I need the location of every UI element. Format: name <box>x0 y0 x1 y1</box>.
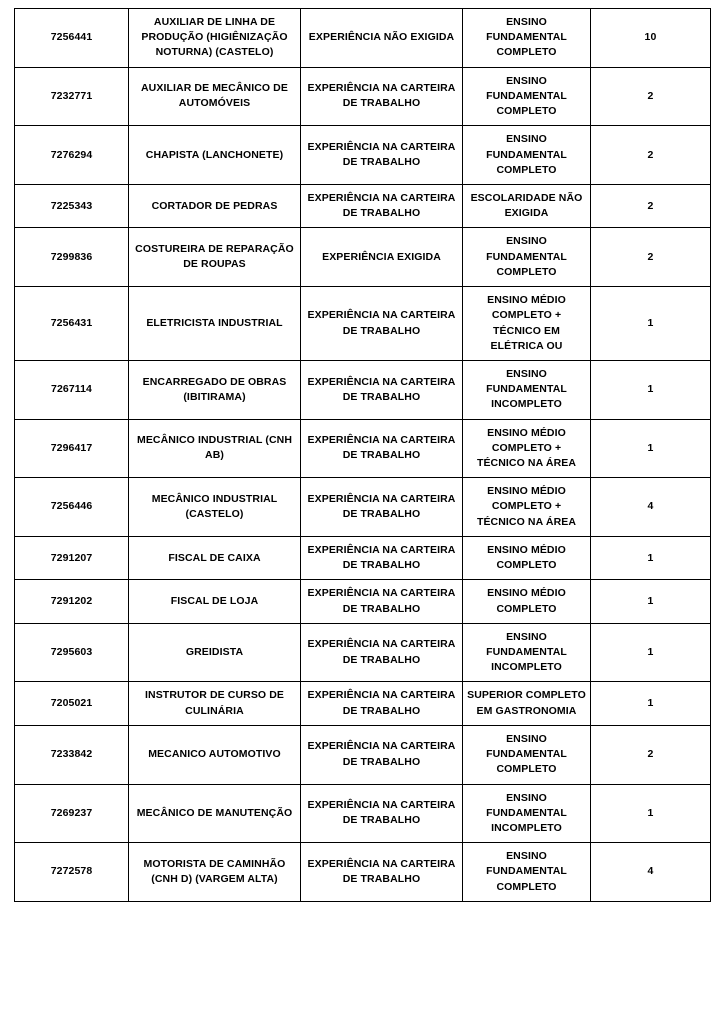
table-row <box>15 419 711 478</box>
cell-code: 7233842 <box>15 725 129 784</box>
cell-role: CORTADOR DE PEDRAS <box>129 184 301 227</box>
cell-education: ENSINO FUNDAMENTAL COMPLETO <box>463 67 591 126</box>
cell-code: 7225343 <box>15 184 129 227</box>
cell-experience: EXPERIÊNCIA NA CARTEIRA DE TRABALHO <box>301 184 463 227</box>
cell-quantity: 1 <box>591 287 711 361</box>
cell-quantity: 4 <box>591 843 711 902</box>
cell-education: ENSINO FUNDAMENTAL COMPLETO <box>463 9 591 68</box>
cell-experience: EXPERIÊNCIA NA CARTEIRA DE TRABALHO <box>301 784 463 843</box>
table-row <box>15 9 711 68</box>
cell-role: FISCAL DE LOJA <box>129 580 301 623</box>
cell-role: CHAPISTA (LANCHONETE) <box>129 126 301 185</box>
cell-code: 7205021 <box>15 682 129 725</box>
vacancy-table-body <box>15 9 711 902</box>
table-row <box>15 67 711 126</box>
cell-education: ENSINO MÉDIO COMPLETO + TÉCNICO EM ELÉTRICA OU <box>463 287 591 361</box>
cell-quantity: 10 <box>591 9 711 68</box>
cell-quantity: 1 <box>591 682 711 725</box>
cell-experience: EXPERIÊNCIA NÃO EXIGIDA <box>301 9 463 68</box>
cell-quantity: 1 <box>591 580 711 623</box>
cell-code: 7232771 <box>15 67 129 126</box>
cell-experience: EXPERIÊNCIA NA CARTEIRA DE TRABALHO <box>301 843 463 902</box>
cell-code: 7295603 <box>15 623 129 682</box>
cell-quantity: 2 <box>591 184 711 227</box>
cell-education: SUPERIOR COMPLETO EM GASTRONOMIA <box>463 682 591 725</box>
cell-education: ENSINO FUNDAMENTAL INCOMPLETO <box>463 623 591 682</box>
cell-experience: EXPERIÊNCIA NA CARTEIRA DE TRABALHO <box>301 623 463 682</box>
cell-code: 7256441 <box>15 9 129 68</box>
table-row <box>15 360 711 419</box>
cell-code: 7267114 <box>15 360 129 419</box>
cell-education: ENSINO FUNDAMENTAL COMPLETO <box>463 228 591 287</box>
cell-code: 7291202 <box>15 580 129 623</box>
cell-code: 7269237 <box>15 784 129 843</box>
vacancy-table <box>14 8 711 902</box>
cell-education: ENSINO MÉDIO COMPLETO + TÉCNICO NA ÁREA <box>463 419 591 478</box>
cell-code: 7299836 <box>15 228 129 287</box>
cell-code: 7276294 <box>15 126 129 185</box>
table-row <box>15 126 711 185</box>
cell-experience: EXPERIÊNCIA NA CARTEIRA DE TRABALHO <box>301 580 463 623</box>
cell-role: COSTUREIRA DE REPARAÇÃO DE ROUPAS <box>129 228 301 287</box>
cell-education: ENSINO FUNDAMENTAL INCOMPLETO <box>463 784 591 843</box>
cell-quantity: 2 <box>591 228 711 287</box>
cell-code: 7296417 <box>15 419 129 478</box>
cell-experience: EXPERIÊNCIA NA CARTEIRA DE TRABALHO <box>301 126 463 185</box>
cell-role: INSTRUTOR DE CURSO DE CULINÁRIA <box>129 682 301 725</box>
cell-experience: EXPERIÊNCIA NA CARTEIRA DE TRABALHO <box>301 360 463 419</box>
cell-code: 7272578 <box>15 843 129 902</box>
table-row <box>15 623 711 682</box>
cell-quantity: 2 <box>591 126 711 185</box>
table-row <box>15 580 711 623</box>
table-row <box>15 682 711 725</box>
table-row <box>15 784 711 843</box>
cell-quantity: 1 <box>591 360 711 419</box>
table-row <box>15 287 711 361</box>
cell-quantity: 4 <box>591 478 711 537</box>
cell-education: ENSINO FUNDAMENTAL COMPLETO <box>463 725 591 784</box>
cell-role: AUXILIAR DE MECÂNICO DE AUTOMÓVEIS <box>129 67 301 126</box>
cell-role: MECÂNICO INDUSTRIAL (CNH AB) <box>129 419 301 478</box>
cell-role: AUXILIAR DE LINHA DE PRODUÇÃO (HIGIÊNIZAÇÃO NOTURNA) (CASTELO) <box>129 9 301 68</box>
cell-role: MECÂNICO DE MANUTENÇÃO <box>129 784 301 843</box>
table-row <box>15 536 711 579</box>
cell-quantity: 1 <box>591 419 711 478</box>
cell-education: ENSINO FUNDAMENTAL INCOMPLETO <box>463 360 591 419</box>
cell-experience: EXPERIÊNCIA NA CARTEIRA DE TRABALHO <box>301 287 463 361</box>
cell-code: 7256446 <box>15 478 129 537</box>
cell-experience: EXPERIÊNCIA EXIGIDA <box>301 228 463 287</box>
cell-quantity: 1 <box>591 623 711 682</box>
table-row <box>15 843 711 902</box>
cell-quantity: 2 <box>591 67 711 126</box>
cell-experience: EXPERIÊNCIA NA CARTEIRA DE TRABALHO <box>301 478 463 537</box>
cell-education: ENSINO MÉDIO COMPLETO <box>463 580 591 623</box>
cell-role: FISCAL DE CAIXA <box>129 536 301 579</box>
cell-experience: EXPERIÊNCIA NA CARTEIRA DE TRABALHO <box>301 682 463 725</box>
cell-education: ENSINO FUNDAMENTAL COMPLETO <box>463 126 591 185</box>
table-row <box>15 228 711 287</box>
table-row <box>15 184 711 227</box>
cell-role: ELETRICISTA INDUSTRIAL <box>129 287 301 361</box>
cell-education: ENSINO MÉDIO COMPLETO + TÉCNICO NA ÁREA <box>463 478 591 537</box>
cell-quantity: 2 <box>591 725 711 784</box>
table-row <box>15 725 711 784</box>
cell-education: ESCOLARIDADE NÃO EXIGIDA <box>463 184 591 227</box>
table-row <box>15 478 711 537</box>
cell-role: MECÂNICO INDUSTRIAL (CASTELO) <box>129 478 301 537</box>
cell-role: ENCARREGADO DE OBRAS (IBITIRAMA) <box>129 360 301 419</box>
cell-experience: EXPERIÊNCIA NA CARTEIRA DE TRABALHO <box>301 536 463 579</box>
cell-role: MECANICO AUTOMOTIVO <box>129 725 301 784</box>
cell-quantity: 1 <box>591 536 711 579</box>
cell-education: ENSINO MÉDIO COMPLETO <box>463 536 591 579</box>
cell-role: GREIDISTA <box>129 623 301 682</box>
cell-experience: EXPERIÊNCIA NA CARTEIRA DE TRABALHO <box>301 419 463 478</box>
cell-quantity: 1 <box>591 784 711 843</box>
cell-role: MOTORISTA DE CAMINHÃO (CNH D) (VARGEM ALTA) <box>129 843 301 902</box>
cell-education: ENSINO FUNDAMENTAL COMPLETO <box>463 843 591 902</box>
cell-code: 7291207 <box>15 536 129 579</box>
cell-experience: EXPERIÊNCIA NA CARTEIRA DE TRABALHO <box>301 67 463 126</box>
cell-code: 7256431 <box>15 287 129 361</box>
cell-experience: EXPERIÊNCIA NA CARTEIRA DE TRABALHO <box>301 725 463 784</box>
